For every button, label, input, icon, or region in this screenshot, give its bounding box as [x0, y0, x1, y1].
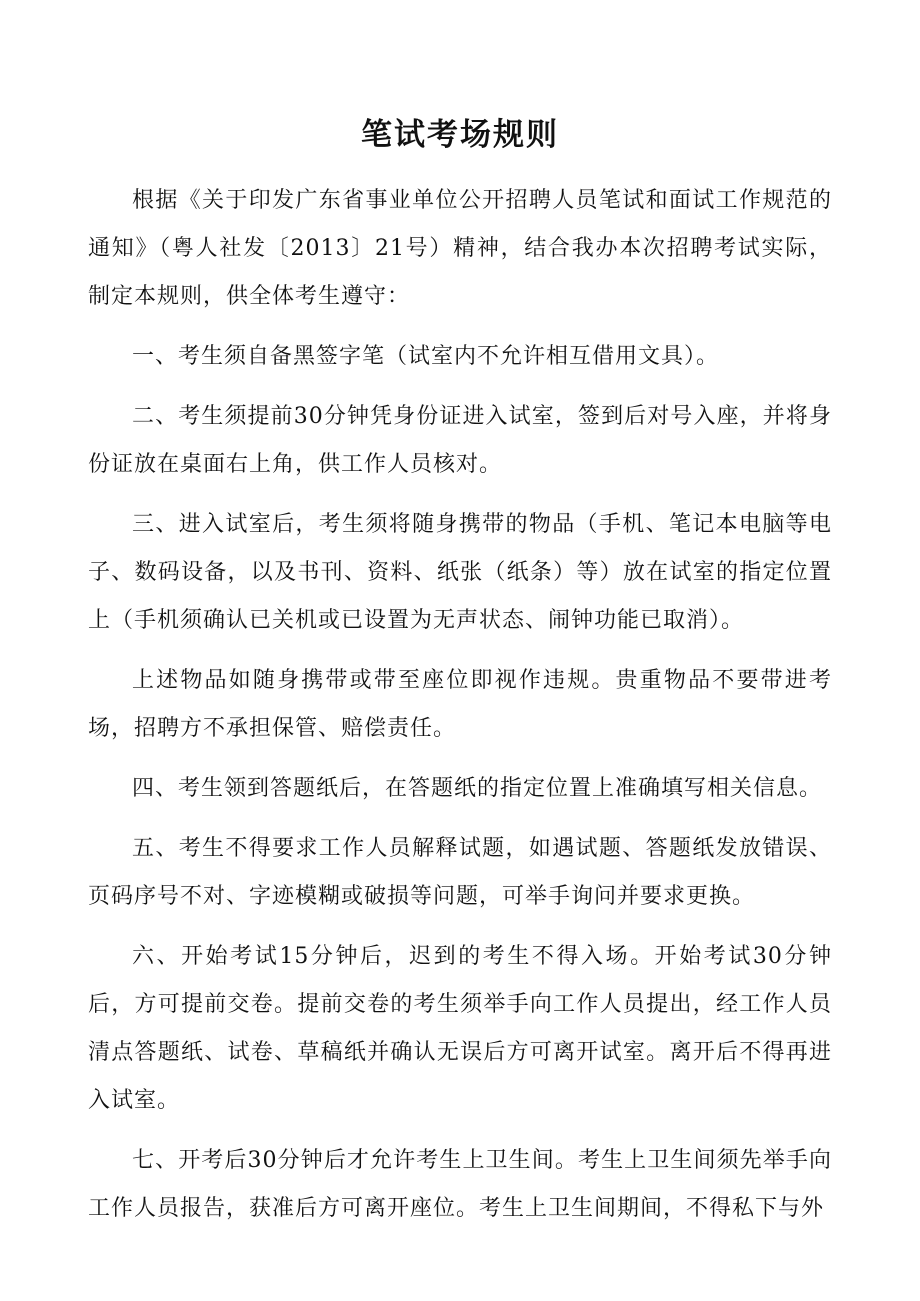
document-title: 笔试考场规则 — [361, 117, 559, 153]
rule-5-paragraph: 五、考生不得要求工作人员解释试题，如遇试题、答题纸发放错误、页码序号不对、字迹模糊或破损等问题，可举手询问并要求更换。 — [88, 836, 832, 909]
rule-1-paragraph: 一、考生须自备黑签字笔（试室内不允许相互借用文具）。 — [132, 344, 720, 369]
rule-3-paragraph: 三、进入试室后，考生须将随身携带的物品（手机、笔记本电脑等电子、数码设备，以及书刊、资料、纸张（纸条）等）放在试室的指定位置上（手机须确认已关机或已设置为无声状态、闹钟功能已取消）。 — [88, 512, 832, 633]
rule-7-paragraph: 七、开考后30分钟后才允许考生上卫生间。考生上卫生间须先举手向工作人员报告，获准后方可离开座位。考生上卫生间期间，不得私下与外 — [88, 1148, 832, 1221]
rule-6-paragraph: 六、开始考试15分钟后，迟到的考生不得入场。开始考试30分钟后，方可提前交卷。提前交卷的考生须举手向工作人员提出，经工作人员清点答题纸、试卷、草稿纸并确认无误后方可离开试室。离开后不得再进入试室。 — [88, 944, 832, 1113]
rule-3-note-paragraph: 上述物品如随身携带或带至座位即视作违规。贵重物品不要带进考场，招聘方不承担保管、赔偿责任。 — [88, 668, 832, 741]
rule-4-paragraph: 四、考生领到答题纸后，在答题纸的指定位置上准确填写相关信息。 — [132, 776, 823, 801]
intro-paragraph: 根据《关于印发广东省事业单位公开招聘人员笔试和面试工作规范的通知》（粤人社发〔2013〕21号）精神，结合我办本次招聘考试实际，制定本规则，供全体考生遵守： — [88, 188, 832, 309]
document-body — [88, 177, 832, 1233]
rule-2-paragraph: 二、考生须提前30分钟凭身份证进入试室，签到后对号入座，并将身份证放在桌面右上角，供工作人员核对。 — [88, 404, 832, 477]
